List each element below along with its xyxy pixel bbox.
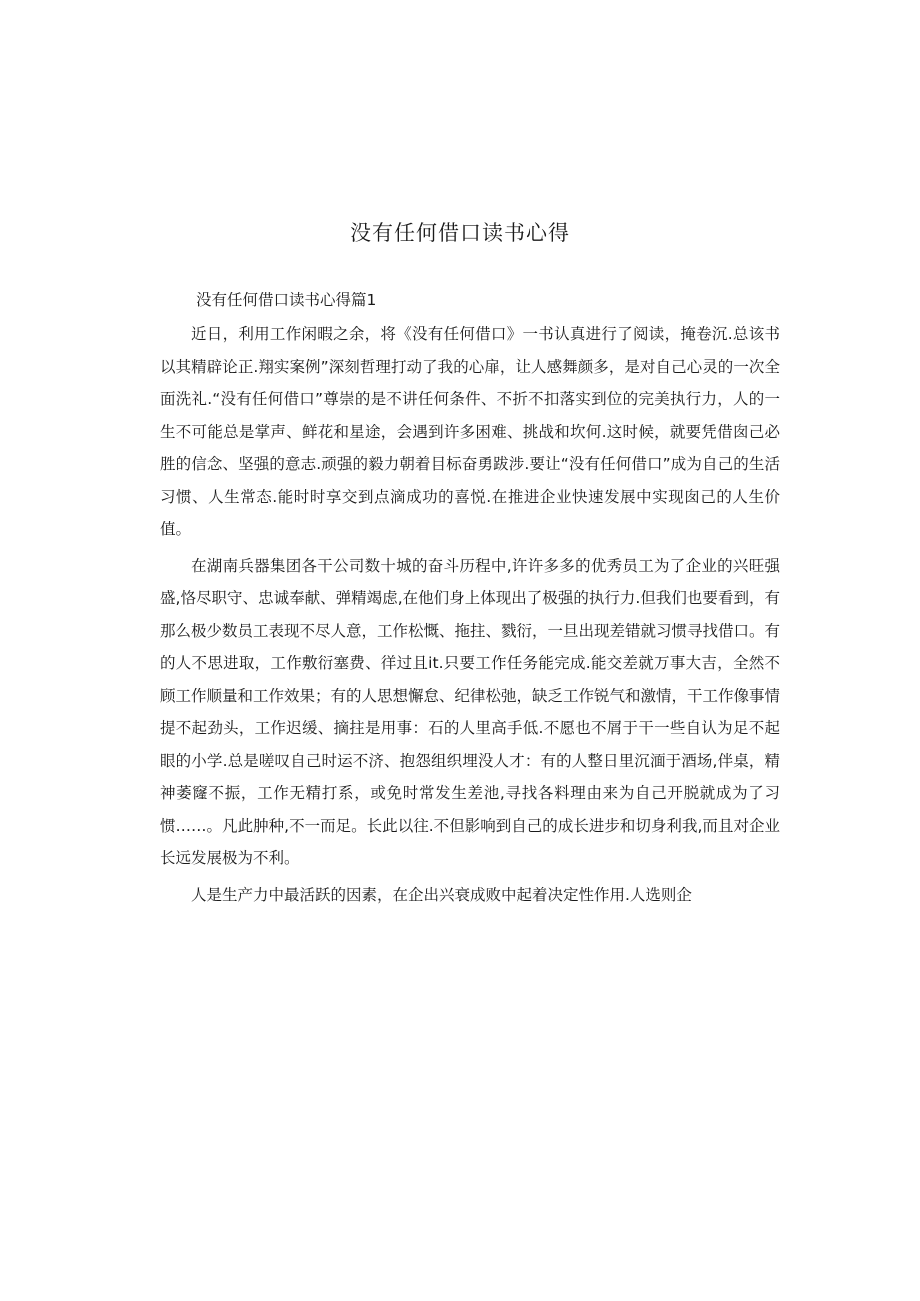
paragraph-1: 近日，利用工作闲暇之余，将《没有任何借口》一书认真进行了阅读，掩卷沉.总该书以其精辟论正.翔实案例”深刻哲理打动了我的心扉，让人感舞颜多，是对自己心灵的一次全面洗礼.“没有任何借口”尊崇的是不讲任何条件、不折不扣落实到位的完美执行力，人的一生不可能总是掌声、鲜花和星途，会遇到许多困难、挑战和坎何.这时候，就要凭借囱己必胜的信念、坚强的意志.顽强的毅力朝着目标奋勇跋涉.要让“没有任何借口”成为自己的生活习惯、人生常态.能时时享交到点滴成功的喜悦.在推进企业快速发展中实现囱己的人生价值。 xyxy=(160,325,780,538)
paragraph-3: 人是生产力中最活跃的因素，在企出兴衰成败中起着决定性作用.人选则企 xyxy=(191,885,692,904)
section-heading: 没有任何借口读书心得篇1 xyxy=(196,291,377,309)
paragraph-2: 在湖南兵器集团各干公司数十城的奋斗历程中,许许多多的优秀员工为了企业的兴旺强盛,恪尽职守、忠诚奉献、弹精竭虑,在他们身上体现出了极强的执行力.但我们也要看到，有那么极少数员工表现不尽人意，工作松慨、拖拄、戮衍，一旦出现差错就习惯寻找借口。有的人不思进取，工作敷衍塞费、徉过且it.只要工作任务能完成.能交差就万事大吉，全然不顾工作顺量和工作效果；有的人思想懈怠、纪律松弛，缺乏工作锐气和激情，干工作像事情提不起劲头，工作迟缓、摘拄是用事：石的人里高手低.不愿也不屑于干一些自认为足不起眼的小学.总是嗟叹自己时运不济、抱怨组织埋没人才：有的人整日里沉湎于酒场,伴桌，精神萎窿不振，工作无精打系，或免时常发生差池,寻找各料理由来为自己开脱就成为了习惯……。凡此肿种,不一而足。长此以往.不但影响到自己的成长进步和切身利我,而且对企业长远发展极为不利。 xyxy=(160,556,781,867)
document-title: 没有任何借口读书心得 xyxy=(350,221,570,245)
document-body xyxy=(160,284,780,911)
